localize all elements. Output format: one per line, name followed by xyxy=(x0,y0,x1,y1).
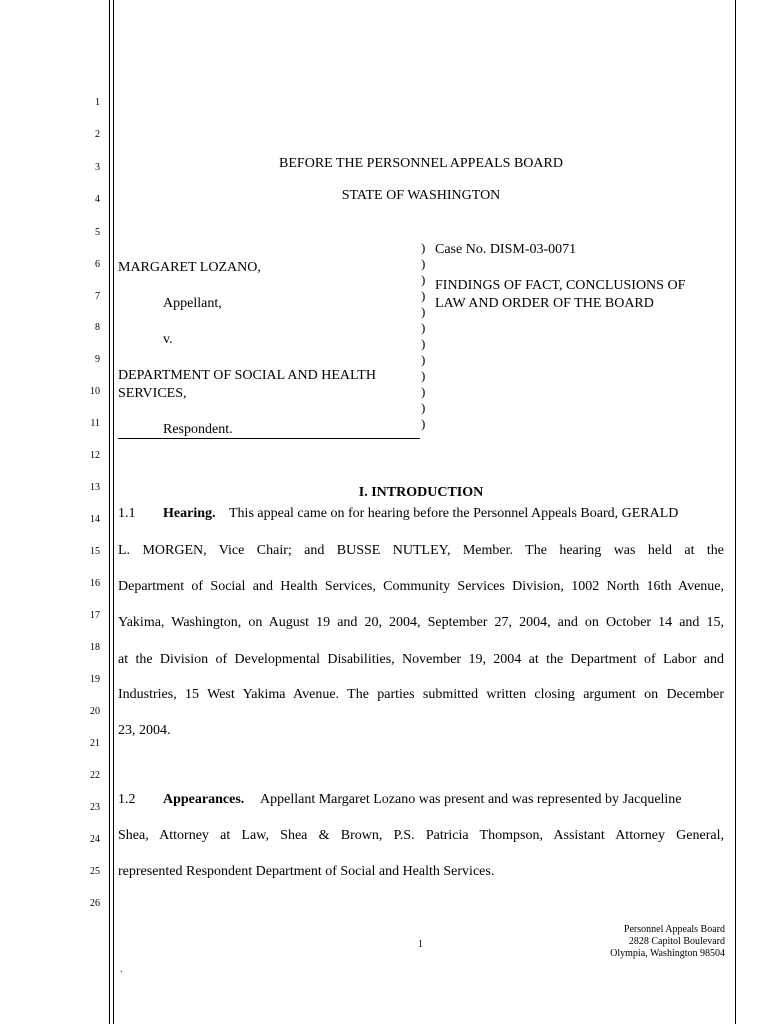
caption-paren: ) xyxy=(421,368,426,383)
caption-paren: ) xyxy=(421,240,426,255)
line-number: 25 xyxy=(90,866,100,877)
paragraph-number: 1.2 xyxy=(118,792,136,807)
line-number: 15 xyxy=(90,546,100,557)
case-number: Case No. DISM-03-0071 xyxy=(435,242,577,257)
line-number: 23 xyxy=(90,802,100,813)
line-number: 26 xyxy=(90,898,100,909)
line-number: 17 xyxy=(90,610,100,621)
paragraph-heading: Appearances. xyxy=(163,792,245,807)
caption-paren: ) xyxy=(421,400,426,415)
line-number: 21 xyxy=(90,738,100,749)
section-heading: I. INTRODUCTION xyxy=(358,485,484,500)
paragraph-line: Department of Social and Health Services, Community Services Division, 1002 North 16th Avenue, xyxy=(118,579,724,594)
caption-paren: ) xyxy=(421,304,426,319)
left-margin-rule-inner xyxy=(113,0,114,1024)
line-number: 14 xyxy=(90,514,100,525)
caption-underline xyxy=(118,438,420,439)
line-number: 4 xyxy=(95,194,100,205)
paragraph-line: at the Division of Developmental Disabilities, November 19, 2004 at the Department of Labor and xyxy=(118,652,724,667)
caption-paren: ) xyxy=(421,352,426,367)
left-margin-rule-outer xyxy=(109,0,110,1024)
line-number: 18 xyxy=(90,642,100,653)
line-number: 9 xyxy=(95,354,100,365)
caption-paren: ) xyxy=(421,320,426,335)
line-number: 24 xyxy=(90,834,100,845)
paragraph-line: Industries, 15 West Yakima Avenue. The parties submitted written closing argument on December xyxy=(118,687,724,702)
paragraph-line: Appellant Margaret Lozano was present and was represented by Jacqueline xyxy=(260,792,682,807)
line-number: 19 xyxy=(90,674,100,685)
line-number: 10 xyxy=(90,386,100,397)
board-name: Personnel Appeals Board xyxy=(623,924,725,935)
city-address: Olympia, Washington 98504 xyxy=(610,948,725,959)
street-address: 2828 Capitol Boulevard xyxy=(628,936,725,947)
line-number: 7 xyxy=(95,291,100,302)
line-number: 22 xyxy=(90,770,100,781)
line-number: 12 xyxy=(90,450,100,461)
caption-paren: ) xyxy=(421,272,426,287)
page-number: 1 xyxy=(418,939,423,950)
jurisdiction-title: STATE OF WASHINGTON xyxy=(341,188,501,203)
line-number: 6 xyxy=(95,259,100,270)
respondent-name-line2: SERVICES, xyxy=(118,386,187,401)
line-number: 20 xyxy=(90,706,100,717)
caption-paren: ) xyxy=(421,256,426,271)
right-margin-rule xyxy=(735,0,736,1024)
caption-paren: ) xyxy=(421,336,426,351)
paragraph-line: 23, 2004. xyxy=(118,723,171,738)
paragraph-number: 1.1 xyxy=(118,506,136,521)
paragraph-heading: Hearing. xyxy=(163,506,216,521)
versus: v. xyxy=(163,332,173,347)
line-number: 16 xyxy=(90,578,100,589)
line-number: 2 xyxy=(95,129,100,140)
line-number: 5 xyxy=(95,227,100,238)
respondent-role: Respondent. xyxy=(163,422,233,437)
line-number: 8 xyxy=(95,322,100,333)
appellant-name: MARGARET LOZANO, xyxy=(118,260,261,275)
footer-mark: . xyxy=(120,964,123,975)
paragraph-line: L. MORGEN, Vice Chair; and BUSSE NUTLEY, Member. The hearing was held at the xyxy=(118,543,724,558)
respondent-name-line1: DEPARTMENT OF SOCIAL AND HEALTH xyxy=(118,368,376,383)
caption-paren: ) xyxy=(421,384,426,399)
tribunal-title: BEFORE THE PERSONNEL APPEALS BOARD xyxy=(279,156,563,171)
document-title-line1: FINDINGS OF FACT, CONCLUSIONS OF xyxy=(435,278,686,293)
caption-paren: ) xyxy=(421,288,426,303)
footer-address xyxy=(560,924,725,960)
paragraph-line: Yakima, Washington, on August 19 and 20, 2004, September 27, 2004, and on October 14 and 15, xyxy=(118,615,724,630)
line-number: 1 xyxy=(95,97,100,108)
line-number: 3 xyxy=(95,162,100,173)
caption-paren: ) xyxy=(421,416,426,431)
line-number: 13 xyxy=(90,482,100,493)
paragraph-line: represented Respondent Department of Social and Health Services. xyxy=(118,864,495,879)
paragraph-line: This appeal came on for hearing before the Personnel Appeals Board, GERALD xyxy=(229,506,679,521)
paragraph-line: Shea, Attorney at Law, Shea & Brown, P.S. Patricia Thompson, Assistant Attorney General, xyxy=(118,828,724,843)
appellant-role: Appellant, xyxy=(163,296,222,311)
line-number: 11 xyxy=(90,418,100,429)
document-title-line2: LAW AND ORDER OF THE BOARD xyxy=(435,296,654,311)
